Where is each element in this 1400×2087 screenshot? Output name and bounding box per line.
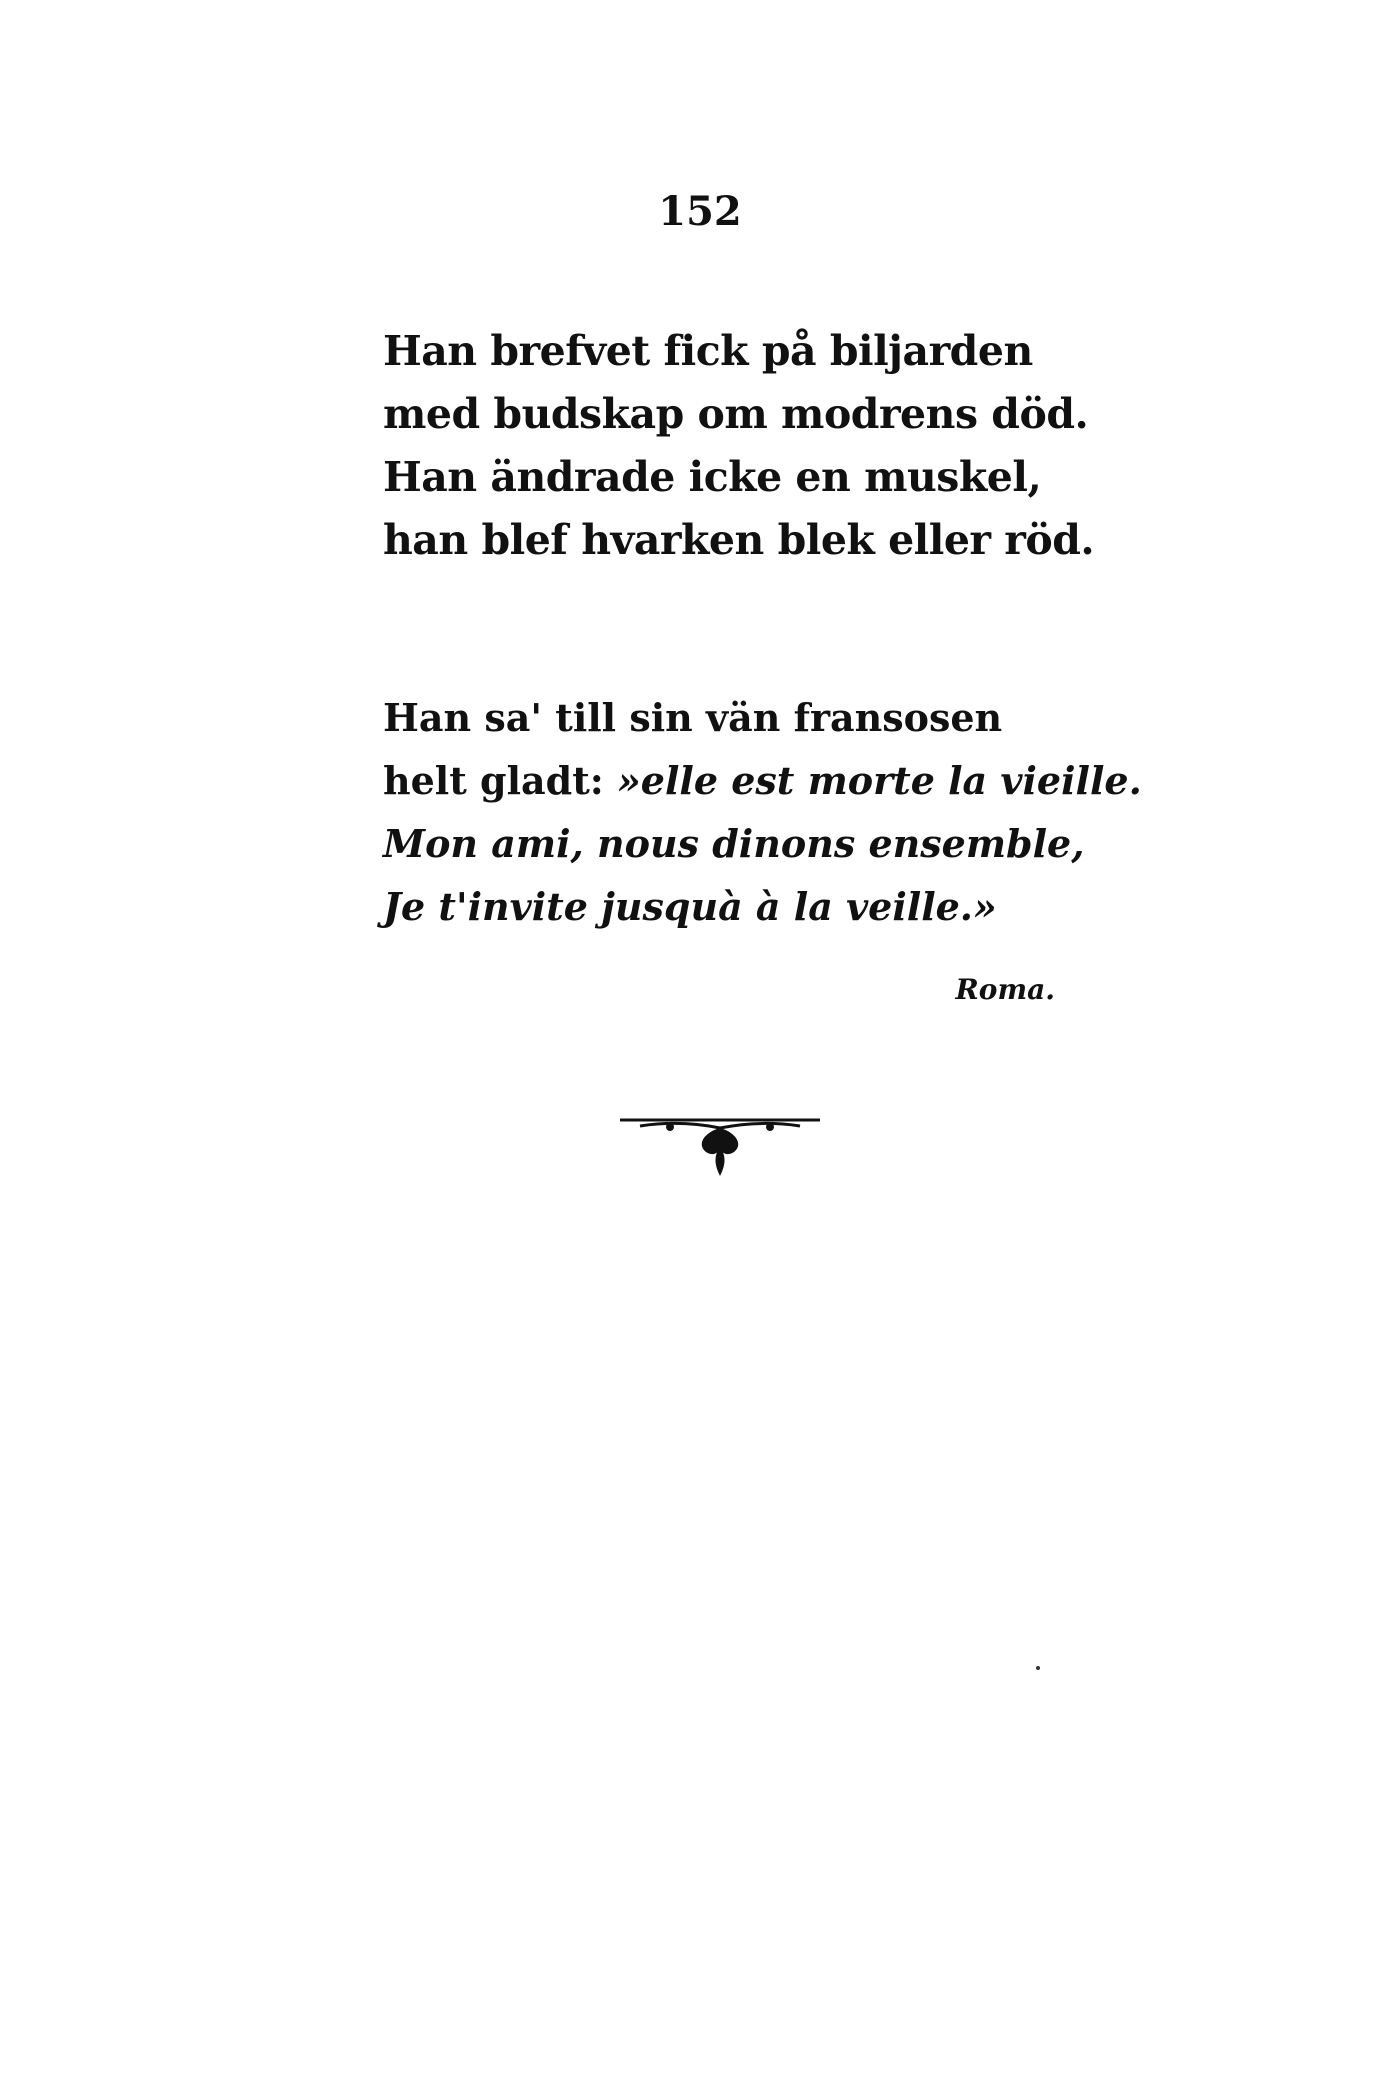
- stanza-2: [383, 686, 1183, 938]
- poem-quote: »elle est morte la vieille.: [617, 758, 1142, 803]
- poem-line: han blef hvarken blek eller röd.: [383, 516, 1095, 564]
- signature: Roma.: [955, 973, 1055, 1006]
- poem-line: Han brefvet fick på biljarden: [383, 327, 1033, 375]
- fleuron-icon: [620, 1106, 820, 1182]
- poem-line: Han ändrade icke en muskel,: [383, 453, 1042, 501]
- poem-line: Han sa' till sin vän fransosen: [383, 695, 1003, 740]
- poem-line: med budskap om modrens död.: [383, 390, 1089, 438]
- poem-line: Mon ami, nous dinons ensemble,: [383, 821, 1085, 866]
- poem-line-prefix: helt gladt:: [383, 758, 618, 803]
- stray-mark: [1036, 1666, 1040, 1670]
- stanza-1: [383, 320, 1183, 572]
- poem-line: Je t'invite jusquà à la veille.»: [383, 884, 997, 929]
- page-number: 152: [658, 188, 742, 235]
- poem-line-mixed: [383, 749, 1183, 812]
